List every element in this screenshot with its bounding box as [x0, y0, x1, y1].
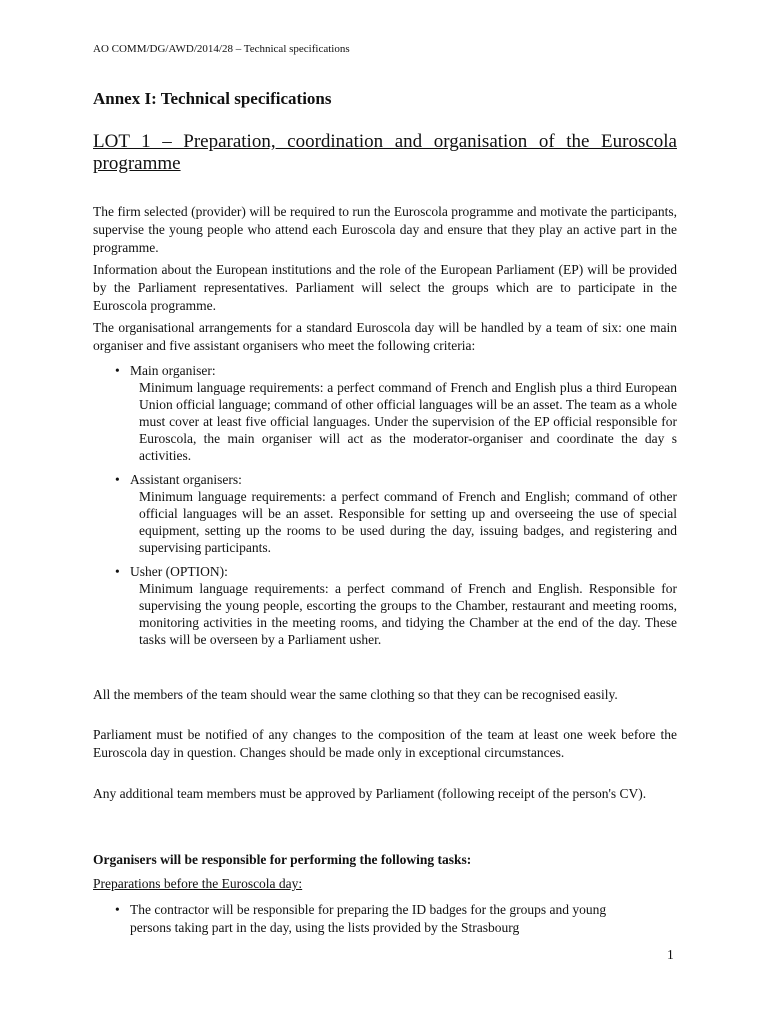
tasks-heading: Organisers will be responsible for performing the following tasks:	[93, 852, 472, 867]
role-title: Usher (OPTION):	[130, 564, 228, 579]
roles-list	[93, 362, 677, 655]
team-paragraph-2: Parliament must be notified of any changes to the composition of the team at least one week before the Euroscola day in question. Changes should be made only in exceptional circumstances.	[93, 727, 677, 760]
role-usher	[93, 563, 677, 648]
intro-paragraph-2: Information about the European institutions and the role of the European Parliament (EP) will be provided by the Parliament representatives. Parliament will select the groups which are to participate in the Euroscola programme.	[93, 262, 677, 313]
intro-paragraph-3: The organisational arrangements for a standard Euroscola day will be handled by a team of six: one main organiser and five assistant organisers who meet the following criteria:	[93, 320, 677, 353]
role-description: Minimum language requirements: a perfect command of French and English. Responsible for supervising the young people, escorting the groups to the Chamber, restaurant and meeting rooms, monitoring activities in the meeting rooms, and tidying the Chamber at the end of the day. These tasks will be overseen by a Parliament usher.	[139, 581, 677, 647]
role-title: Main organiser:	[130, 363, 216, 378]
annex-title: Annex I: Technical specifications	[93, 89, 332, 108]
team-paragraph-3: Any additional team members must be approved by Parliament (following receipt of the person's CV).	[93, 786, 647, 801]
role-title: Assistant organisers:	[130, 472, 242, 487]
preparations-heading: Preparations before the Euroscola day:	[93, 876, 303, 891]
role-assistant-organisers	[93, 471, 677, 556]
bullet-icon: •	[115, 564, 120, 579]
preparation-task	[93, 901, 638, 937]
preparation-task-list	[93, 901, 638, 944]
bullet-icon: •	[115, 363, 120, 378]
role-description: Minimum language requirements: a perfect command of French and English plus a third European Union official language; command of other official languages will be an asset. The team as a whole must cover at least five official languages. Under the supervision of the EP official responsible for Euroscola, the main organiser will act as the moderator-organiser and coordinate the day s activities.	[139, 380, 677, 463]
role-description: Minimum language requirements: a perfect command of French and English; command of other official languages will be an asset. Responsible for setting up and overseeing the use of special equipment, setting up the rooms to be used during the day, issuing badges, and registering and supervising participants.	[139, 489, 677, 555]
lot-title: LOT 1 – Preparation, coordination and organisation of the Euroscola programme	[93, 131, 677, 174]
bullet-icon: •	[115, 472, 120, 487]
intro-paragraph-1: The firm selected (provider) will be required to run the Euroscola programme and motivate the participants, supervise the young people who attend each Euroscola day and ensure that they play an active part in the programme.	[93, 204, 677, 255]
team-paragraph-1: All the members of the team should wear the same clothing so that they can be recognised easily.	[93, 687, 618, 702]
page-number: 1	[667, 947, 674, 962]
role-main-organiser	[93, 362, 677, 464]
preparation-task-text: The contractor will be responsible for preparing the ID badges for the groups and young persons taking part in the day, using the lists provided by the Strasbourg	[130, 902, 607, 935]
bullet-icon: •	[115, 902, 120, 917]
running-header: AO COMM/DG/AWD/2014/28 – Technical specifications	[93, 43, 350, 55]
